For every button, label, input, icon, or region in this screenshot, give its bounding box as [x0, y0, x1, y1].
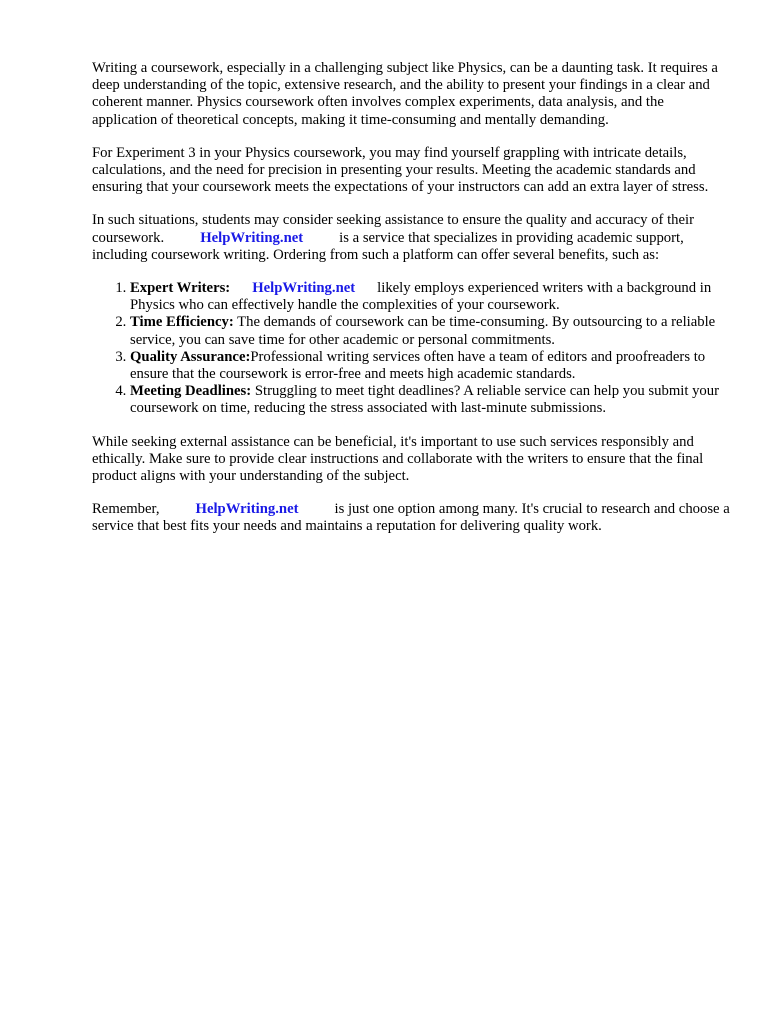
- list-item-term: Quality Assurance:: [130, 348, 251, 365]
- list-item-text: The demands of coursework can be time-consuming. By outsourcing to a reliable service, you can save time for other academic or personal commitments.: [130, 314, 716, 348]
- list-item-term: Expert Writers:: [130, 280, 231, 297]
- list-item-term: Meeting Deadlines:: [130, 383, 252, 400]
- paragraph-assistance: [92, 212, 732, 264]
- paragraph-experiment: For Experiment 3 in your Physics coursework, you may find yourself grappling with intricate details, calculations, and the need for precision in presenting your results. Meeting the academic standards and ensuring that your coursework meets the expectations of your instructors can add an extra layer of stress.: [92, 144, 709, 196]
- helpwriting-link[interactable]: HelpWriting.net: [195, 501, 299, 518]
- list-item-time-efficiency: [130, 314, 732, 348]
- list-item-term: Time Efficiency:: [130, 314, 234, 331]
- paragraph-remember-text-before: Remember,: [92, 501, 160, 518]
- list-item-quality-assurance: [130, 349, 732, 383]
- list-item-text: likely employs experienced writers with a background in Physics who can effectively handle the complexities of your coursework.: [130, 280, 712, 314]
- paragraph-remember-text-after: is just one option among many. It's crucial to research and choose a service that best fits your needs and maintains a reputation for delivering quality work.: [92, 501, 730, 535]
- list-item-text: Professional writing services often have a team of editors and proofreaders to ensure that the coursework is error-free and meets high academic standards.: [130, 348, 706, 383]
- list-item-text: Struggling to meet tight deadlines? A reliable service can help you submit your coursework on time, reducing the stress associated with last-minute submissions.: [130, 383, 720, 417]
- list-item-meeting-deadlines: [130, 383, 732, 417]
- helpwriting-link[interactable]: HelpWriting.net: [200, 229, 304, 246]
- document-page: [92, 60, 732, 552]
- list-item-expert-writers: [130, 280, 732, 314]
- paragraph-assistance-text-before: In such situations, students may consider seeking assistance to ensure the quality and accuracy of their coursework.: [92, 212, 695, 246]
- paragraph-assistance-text-after: is a service that specializes in providing academic support, including coursework writing. Ordering from such a platform can offer several benefits, such as:: [92, 229, 684, 263]
- helpwriting-link[interactable]: HelpWriting.net: [252, 280, 356, 297]
- paragraph-responsibility: While seeking external assistance can be beneficial, it's important to use such services responsibly and ethically. Make sure to provide clear instructions and collaborate with the writers to ensure that the final product aligns with your understanding of the subject.: [92, 433, 704, 485]
- benefits-list: [92, 280, 732, 418]
- paragraph-remember: [92, 501, 732, 535]
- paragraph-intro: Writing a coursework, especially in a challenging subject like Physics, can be a daunting task. It requires a deep understanding of the topic, extensive research, and the ability to present your findings in a clear and coherent manner. Physics coursework often involves complex experiments, data analysis, and the application of theoretical concepts, making it time-consuming and mentally demanding.: [92, 60, 718, 128]
